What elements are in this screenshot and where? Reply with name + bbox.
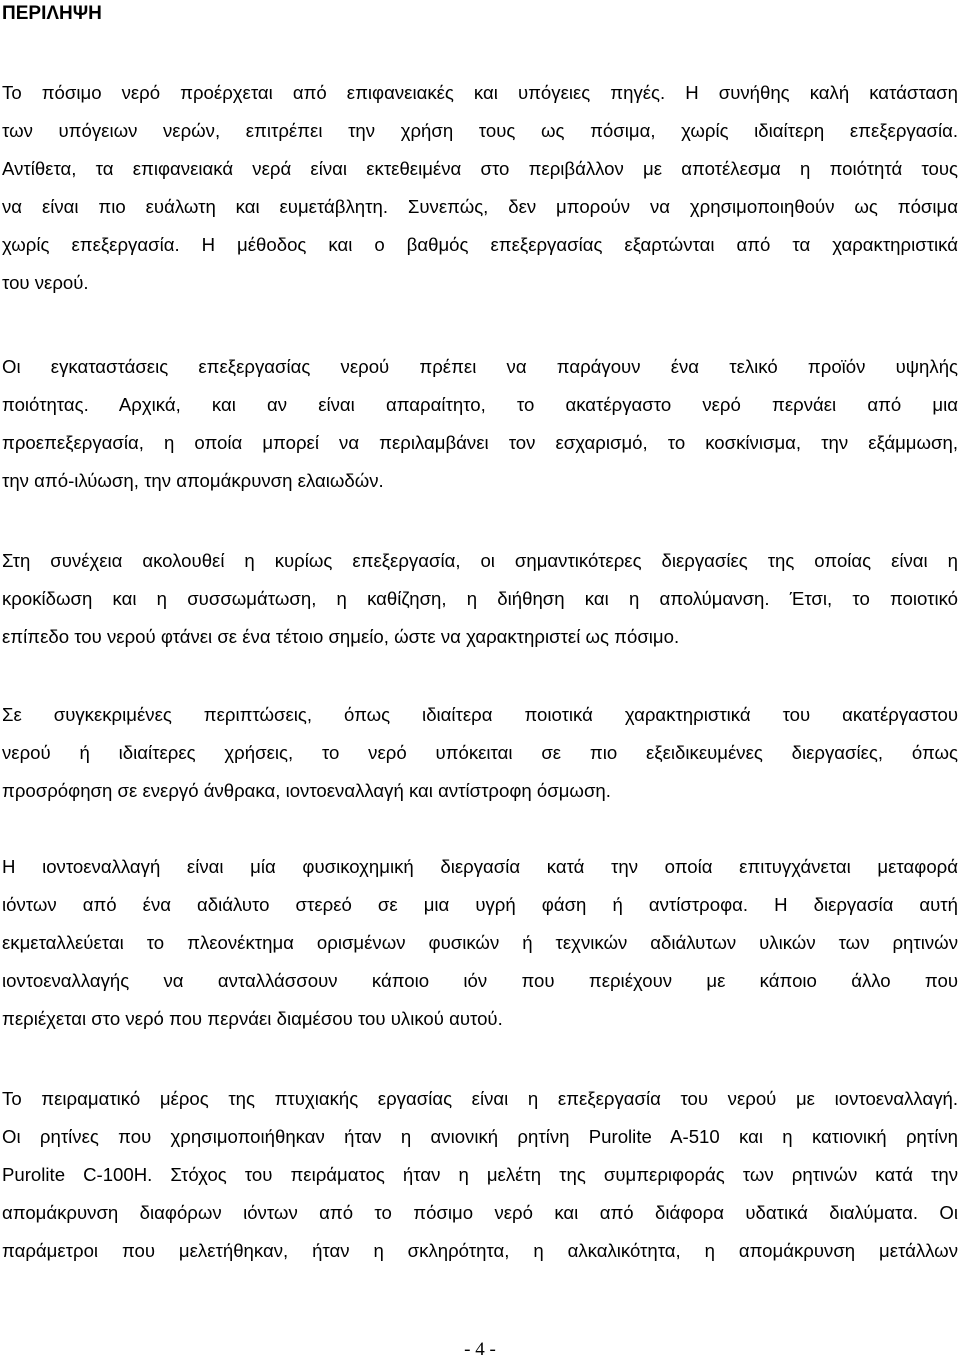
paragraph-line: απομάκρυνση διαφόρων ιόντων από το πόσιμο νερό και από διάφορα υδατικά διαλύματα. Οι: [2, 1202, 958, 1223]
paragraph-line: ιόντων από ένα αδιάλυτο στερεό σε μια υγρή φάση ή αντίστροφα. Η διεργασία αυτή: [2, 894, 958, 915]
paragraph-line: Το πόσιμο νερό προέρχεται από επιφανειακές και υπόγειες πηγές. Η συνήθης καλή κατάσταση: [2, 82, 958, 103]
paragraph-6: [2, 1080, 958, 1270]
paragraph-line: Το πειραματικό μέρος της πτυχιακής εργασίας είναι η επεξεργασία του νερού με ιοντοεναλλαγή.: [2, 1088, 958, 1109]
paragraph-line: Οι ρητίνες που χρησιμοποιήθηκαν ήταν η ανιονική ρητίνη Purolite A-510 και η κατιονική ρητίνη: [2, 1126, 958, 1147]
paragraph-line: του νερού.: [2, 272, 89, 293]
paragraph-line: ποιότητας. Αρχικά, και αν είναι απαραίτητο, το ακατέργαστο νερό περνάει από μια: [2, 394, 958, 415]
paragraph-line: χωρίς επεξεργασία. Η μέθοδος και ο βαθμός επεξεργασίας εξαρτώνται από τα χαρακτηριστικά: [2, 234, 958, 255]
paragraph-line: Η ιοντοεναλλαγή είναι μία φυσικοχημική διεργασία κατά την οποία επιτυγχάνεται μεταφορά: [2, 856, 958, 877]
paragraph-line: κροκίδωση και η συσσωμάτωση, η καθίζηση, η διήθηση και η απολύμανση. Έτσι, το ποιοτικό: [2, 588, 958, 609]
paragraph-5: [2, 848, 958, 1038]
paragraph-line: νερού ή ιδιαίτερες χρήσεις, το νερό υπόκειται σε πιο εξειδικευμένες διεργασίες, όπως: [2, 742, 958, 763]
paragraph-line: ιοντοεναλλαγής να ανταλλάσσουν κάποιο ιόν που περιέχουν με κάποιο άλλο που: [2, 970, 958, 991]
paragraph-line: εκμεταλλεύεται το πλεονέκτημα ορισμένων φυσικών ή τεχνικών αδιάλυτων υλικών των ρητινών: [2, 932, 958, 953]
paragraph-line: προεπεξεργασία, η οποία μπορεί να περιλαμβάνει τον εσχαρισμό, το κοσκίνισμα, την εξάμμωση,: [2, 432, 958, 453]
paragraph-line: περιέχεται στο νερό που περνάει διαμέσου του υλικού αυτού.: [2, 1008, 503, 1029]
paragraph-line: Στη συνέχεια ακολουθεί η κυρίως επεξεργασία, οι σημαντικότερες διεργασίες της οποίας είναι η: [2, 550, 958, 571]
paragraph-line: να είναι πιο ευάλωτη και ευμετάβλητη. Συνεπώς, δεν μπορούν να χρησιμοποιηθούν ως πόσιμα: [2, 196, 958, 217]
paragraph-line: Οι εγκαταστάσεις επεξεργασίας νερού πρέπει να παράγουν ένα τελικό προϊόν υψηλής: [2, 356, 958, 377]
paragraph-line: προσρόφηση σε ενεργό άνθρακα, ιοντοεναλλαγή και αντίστροφη όσμωση.: [2, 780, 611, 801]
paragraph-line: Purolite C-100H. Στόχος του πειράματος ήταν η μελέτη της συμπεριφοράς των ρητινών κατά την: [2, 1164, 958, 1185]
paragraph-3: [2, 542, 958, 656]
paragraph-line: Σε συγκεκριμένες περιπτώσεις, όπως ιδιαίτερα ποιοτικά χαρακτηριστικά του ακατέργαστου: [2, 704, 958, 725]
paragraph-line: επίπεδο του νερού φτάνει σε ένα τέτοιο σημείο, ώστε να χαρακτηριστεί ως πόσιμο.: [2, 626, 680, 647]
paragraph-line: των υπόγειων νερών, επιτρέπει την χρήση τους ως πόσιμα, χωρίς ιδιαίτερη επεξεργασία.: [2, 120, 958, 141]
paragraph-line: την από-ιλύωση, την απομάκρυνση ελαιωδών.: [2, 470, 384, 491]
paragraph-2: [2, 348, 958, 500]
paragraph-1: [2, 74, 958, 302]
paragraph-line: Αντίθετα, τα επιφανειακά νερά είναι εκτεθειμένα στο περιβάλλον με αποτέλεσμα η ποιότητά τους: [2, 158, 958, 179]
page-number: - 4 -: [464, 1339, 496, 1360]
paragraph-4: [2, 696, 958, 810]
section-heading: ΠΕΡΙΛΗΨΗ: [2, 3, 102, 24]
paragraph-line: παράμετροι που μελετήθηκαν, ήταν η σκληρότητα, η αλκαλικότητα, η απομάκρυνση μετάλλων: [2, 1240, 958, 1261]
